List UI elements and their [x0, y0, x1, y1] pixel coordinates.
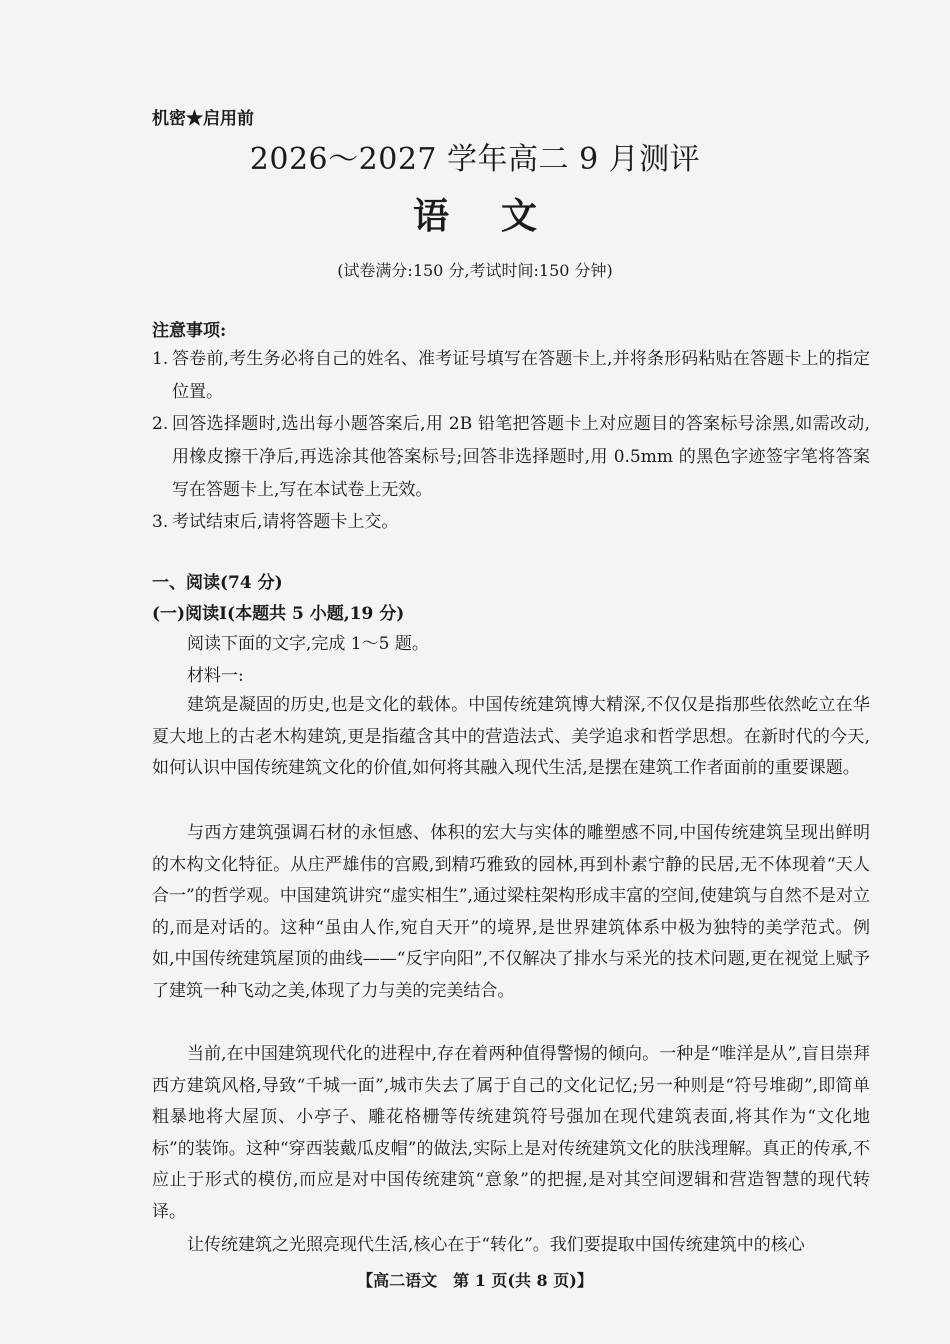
exam-meta: (试卷满分:150 分,考试时间:150 分钟)	[337, 261, 613, 280]
notice-item-number: 3.	[152, 512, 169, 532]
article-paragraph: 与西方建筑强调石材的永恒感、体积的宏大与实体的雕塑感不同,中国传统建筑呈现出鲜明的木构文化特征。从庄严雄伟的宫殿,到精巧雅致的园林,再到朴素宁静的民居,无不体现着“天人合一”的哲学观。中国建筑讲究“虚实相生”,通过梁柱架构形成丰富的空间,使建筑与自然不是对立的,而是对话的。这种“虽由人作,宛自天开”的境界,是世界建筑体系中极为独特的美学范式。例如,中国传统建筑屋顶的曲线——“反宇向阳”,不仅解决了排水与采光的技术问题,更在视觉上赋予了建筑一种飞动之美,体现了力与美的完美结合。	[152, 823, 870, 1001]
notice-item-text: 回答选择题时,选出每小题答案后,用 2B 铅笔把答题卡上对应题目的答案标号涂黑,如需改动,用橡皮擦干净后,再选涂其他答案标号;回答非选择题时,用 0.5mm 的黑色字迹签字笔将答案写在答题卡上,写在本试卷上无效。	[172, 414, 870, 500]
subject-title: 语文	[412, 195, 589, 237]
section-title: 一、阅读(74 分)	[152, 573, 283, 593]
notice-item-number: 1.	[152, 349, 169, 369]
article-paragraph: 当前,在中国建筑现代化的进程中,存在着两种值得警惕的倾向。一种是“唯洋是从”,盲目崇拜西方建筑风格,导致“千城一面”,城市失去了属于自己的文化记忆;另一种则是“符号堆砌”,即简单粗暴地将大屋顶、小亭子、雕花格栅等传统建筑符号强加在现代建筑表面,将其作为“文化地标”的装饰。这种“穿西装戴瓜皮帽”的做法,实际上是对传统建筑文化的肤浅理解。真正的传承,不应止于形式的模仿,而应是对中国传统建筑“意象”的把握,是对其空间逻辑和营造智慧的现代转译。	[152, 1044, 870, 1222]
article-paragraph: 让传统建筑之光照亮现代生活,核心在于“转化”。我们要提取中国传统建筑中的核心	[187, 1235, 805, 1255]
notice-item-text: 答卷前,考生务必将自己的姓名、准考证号填写在答题卡上,并将条形码粘贴在答题卡上的指定位置。	[172, 349, 870, 402]
article-paragraph: 建筑是凝固的历史,也是文化的载体。中国传统建筑博大精深,不仅仅是指那些依然屹立在华夏大地上的古老木构建筑,更是指蕴含其中的营造法式、美学追求和哲学思想。在新时代的今天,如何认识中国传统建筑文化的价值,如何将其融入现代生活,是摆在建筑工作者面前的重要课题。	[152, 695, 870, 779]
confidential-label: 机密★启用前	[152, 109, 254, 129]
notice-item-text: 考试结束后,请将答题卡上交。	[172, 512, 399, 532]
reading-instruction: 阅读下面的文字,完成 1～5 题。	[187, 634, 429, 654]
notice-heading: 注意事项:	[152, 321, 227, 341]
material-label: 材料一:	[187, 666, 244, 686]
notice-item	[152, 506, 870, 539]
notice-item-number: 2.	[152, 414, 169, 434]
notice-item	[152, 408, 870, 507]
page-footer: 【高二语文 第 1 页(共 8 页)】	[357, 1271, 593, 1290]
subsection-title: (一)阅读Ⅰ(本题共 5 小题,19 分)	[152, 604, 405, 624]
exam-title: 2026～2027 学年高二 9 月测评	[249, 142, 701, 177]
notice-item	[152, 343, 870, 409]
